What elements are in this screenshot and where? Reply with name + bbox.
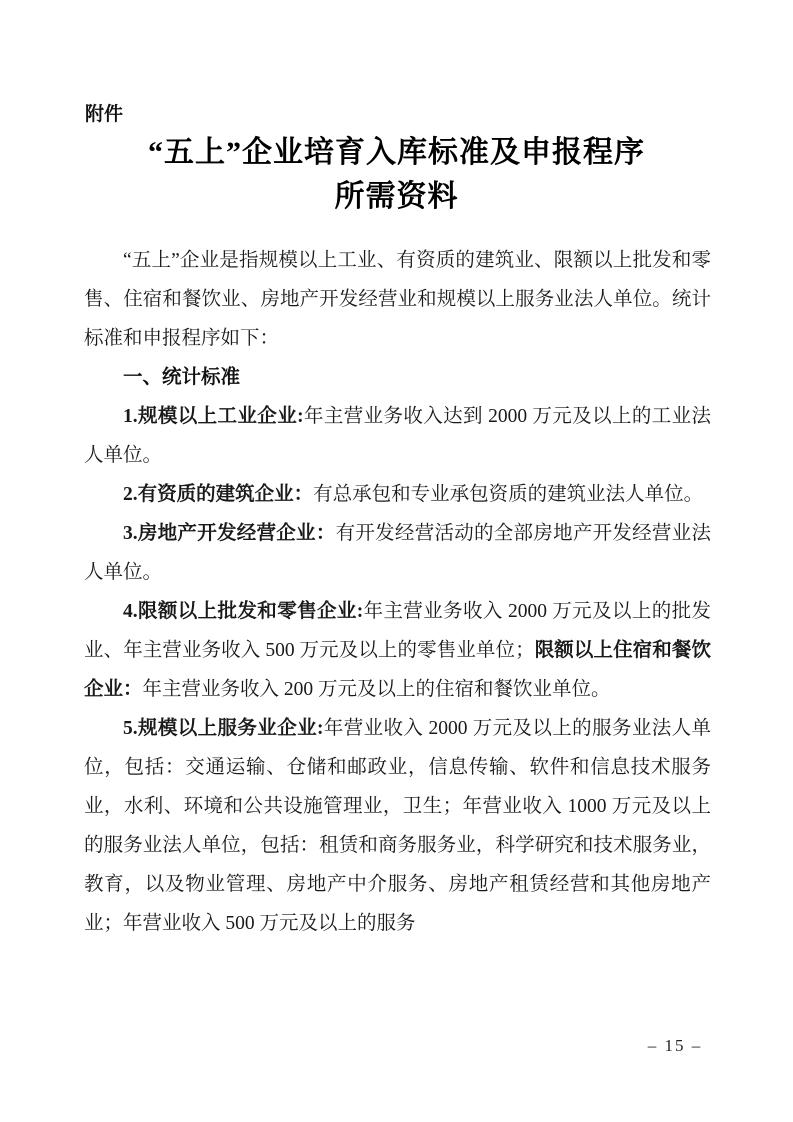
bold-lead-text: 5.规模以上服务业企业: bbox=[123, 718, 324, 739]
body-text-segment: 年主营业务收入达到 2000 万元及以上的工业法人单位。 bbox=[84, 406, 711, 466]
title-line-1: “五上”企业培育入库标准及申报程序 bbox=[148, 136, 645, 169]
bold-lead-text: 1.规模以上工业企业: bbox=[123, 406, 304, 427]
bold-lead-text: 4.限额以上批发和零售企业: bbox=[123, 601, 364, 622]
document-body bbox=[84, 241, 711, 943]
body-text-segment: “五上”企业是指规模以上工业、有资质的建筑业、限额以上批发和零售、住宿和餐饮业、房地产开发经营业和规模以上服务业法人单位。统计标准和申报程序如下： bbox=[84, 250, 711, 349]
paragraph bbox=[84, 709, 711, 943]
body-text-segment: 年营业收入 2000 万元及以上的服务业法人单位，包括：交通运输、仓储和邮政业，信息传输、软件和信息技术服务业，水利、环境和公共设施管理业，卫生；年营业收入 1000 万元及以上的服务业法人单位，包括：租赁和商务服务业，科学研究和技术服务业，教育，以及物业管理、房地产中介服务、房地产租赁经营和其他房地产业；年营业收入 500 万元及以上的服务 bbox=[84, 718, 711, 934]
paragraph bbox=[84, 592, 711, 709]
title-line-2: 所需资料 bbox=[334, 180, 459, 213]
paragraph bbox=[84, 475, 711, 514]
body-text-segment: 有开发经营活动的全部房地产开发经营业法人单位。 bbox=[84, 523, 711, 583]
bold-lead-text: 一、统计标准 bbox=[123, 366, 241, 388]
section-heading bbox=[84, 358, 711, 397]
document-title bbox=[0, 131, 793, 219]
attachment-label: 附件 bbox=[85, 104, 124, 125]
paragraph bbox=[84, 514, 711, 592]
bold-lead-text: 2.有资质的建筑企业： bbox=[123, 484, 314, 505]
page-number: – 15 – bbox=[647, 1036, 703, 1055]
bold-lead-text: 限额以上住宿和餐饮企业： bbox=[84, 640, 711, 700]
paragraph bbox=[84, 241, 711, 358]
bold-lead-text: 3.房地产开发经营企业： bbox=[123, 523, 336, 544]
body-text-segment: 年主营业务收入 200 万元及以上的住宿和餐饮业单位。 bbox=[142, 679, 611, 700]
body-text-segment: 有总承包和专业承包资质的建筑业法人单位。 bbox=[313, 484, 704, 505]
body-text-segment: 年主营业务收入 2000 万元及以上的批发业、年主营业务收入 500 万元及以上的零售业单位； bbox=[84, 601, 711, 661]
paragraph bbox=[84, 397, 711, 475]
